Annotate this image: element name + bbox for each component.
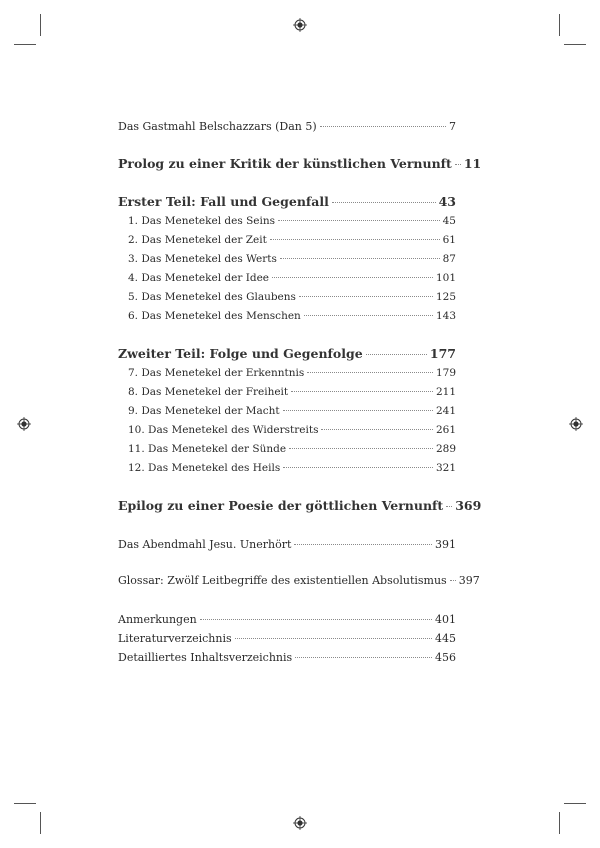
toc-entry-gastmahl	[118, 120, 456, 133]
toc-entry-title: 2. Das Menetekel der Zeit	[128, 234, 267, 246]
toc-entry-chapter-5	[118, 291, 456, 303]
toc-entry-title: Erster Teil: Fall und Gegenfall	[118, 194, 329, 209]
toc-entry-title: Das Gastmahl Belschazzars (Dan 5)	[118, 120, 317, 133]
toc-entry-page: 321	[435, 462, 456, 474]
toc-entry-page: 401	[435, 613, 456, 626]
toc-entry-page: 241	[435, 405, 456, 417]
toc-entry-page: 261	[435, 424, 456, 436]
crop-mark-bottom-left-v	[40, 812, 41, 834]
dot-leader	[307, 372, 433, 373]
toc-entry-page: 87	[442, 253, 456, 265]
toc-entry-chapter-2	[118, 234, 456, 246]
registration-mark-top-icon	[293, 18, 307, 32]
toc-entry-title: 12. Das Menetekel des Heils	[128, 462, 281, 474]
dot-leader	[320, 126, 446, 127]
dot-leader	[200, 619, 432, 620]
toc-entry-page: 179	[435, 367, 456, 379]
crop-mark-bottom-right-v	[559, 812, 560, 834]
toc-entry-title: Das Abendmahl Jesu. Unerhört	[118, 538, 292, 551]
toc-entry-page: 177	[429, 346, 456, 361]
toc-entry-title: Zweiter Teil: Folge und Gegenfolge	[118, 346, 363, 361]
toc-entry-epilog	[118, 498, 482, 513]
toc-entry-title: 5. Das Menetekel des Glaubens	[128, 291, 296, 303]
toc-entry-page: 445	[435, 632, 456, 645]
registration-mark-right-icon	[569, 417, 583, 431]
registration-mark-left-icon	[17, 417, 31, 431]
crop-mark-top-right-h	[564, 44, 586, 45]
toc-entry-title: 3. Das Menetekel des Werts	[128, 253, 277, 265]
dot-leader	[272, 277, 433, 278]
toc-entry-title: Detailliertes Inhaltsverzeichnis	[118, 651, 293, 664]
toc-entry-title: 7. Das Menetekel der Erkenntnis	[128, 367, 305, 379]
toc-entry-page: 11	[463, 156, 482, 171]
toc-entry-page: 43	[438, 194, 456, 209]
toc-entry-chapter-11	[118, 443, 456, 455]
toc-entry-anmerkungen	[118, 613, 456, 626]
crop-mark-top-left-h	[14, 44, 36, 45]
toc-entry-glossar	[118, 574, 480, 587]
toc-entry-chapter-1	[118, 215, 456, 227]
dot-leader	[283, 410, 433, 411]
dot-leader	[280, 258, 440, 259]
toc-entry-page: 456	[435, 651, 456, 664]
crop-mark-bottom-left-h	[14, 803, 36, 804]
toc-entry-title: Epilog zu einer Poesie der göttlichen Vernunft	[118, 498, 444, 513]
dot-leader	[289, 448, 433, 449]
toc-entry-page: 211	[435, 386, 456, 398]
toc-entry-title: 1. Das Menetekel des Seins	[128, 215, 275, 227]
crop-mark-top-left-v	[40, 14, 41, 36]
dot-leader	[278, 220, 440, 221]
toc-entry-chapter-3	[118, 253, 456, 265]
dot-leader	[299, 296, 433, 297]
toc-entry-title: 10. Das Menetekel des Widerstreits	[128, 424, 319, 436]
toc-entry-page: 391	[435, 538, 456, 551]
toc-entry-page: 397	[458, 574, 480, 587]
toc-entry-page: 61	[442, 234, 456, 246]
toc-entry-part2	[118, 346, 456, 361]
toc-entry-title: 11. Das Menetekel der Sünde	[128, 443, 287, 455]
dot-leader	[291, 391, 433, 392]
toc-entry-chapter-8	[118, 386, 456, 398]
toc-entry-chapter-7	[118, 367, 456, 379]
dot-leader	[450, 580, 456, 581]
toc-entry-title: 6. Das Menetekel des Menschen	[128, 310, 301, 322]
toc-entry-page: 45	[442, 215, 456, 227]
dot-leader	[332, 202, 436, 203]
dot-leader	[321, 429, 432, 430]
toc-entry-chapter-10	[118, 424, 456, 436]
dot-leader	[295, 657, 432, 658]
toc-entry-page: 289	[435, 443, 456, 455]
dot-leader	[294, 544, 432, 545]
toc-entry-chapter-9	[118, 405, 456, 417]
crop-mark-top-right-v	[559, 14, 560, 36]
toc-entry-page: 101	[435, 272, 456, 284]
toc-entry-prolog	[118, 156, 482, 171]
crop-mark-bottom-right-h	[564, 803, 586, 804]
dot-leader	[283, 467, 433, 468]
toc-entry-abendmahl	[118, 538, 456, 551]
toc-entry-title: 4. Das Menetekel der Idee	[128, 272, 269, 284]
toc-entry-page: 143	[435, 310, 456, 322]
toc-entry-page: 369	[455, 498, 482, 513]
dot-leader	[270, 239, 440, 240]
toc-entry-title: 8. Das Menetekel der Freiheit	[128, 386, 289, 398]
toc-entry-chapter-6	[118, 310, 456, 322]
toc-entry-title: Glossar: Zwölf Leitbegriffe des existentiellen Absolutismus	[118, 574, 447, 587]
toc-entry-page: 125	[435, 291, 456, 303]
toc-entry-chapter-4	[118, 272, 456, 284]
dot-leader	[455, 164, 461, 165]
registration-mark-bottom-icon	[293, 816, 307, 830]
toc-entry-part1	[118, 194, 456, 209]
toc-entry-title: Anmerkungen	[118, 613, 197, 626]
dot-leader	[366, 354, 427, 355]
toc-entry-title: 9. Das Menetekel der Macht	[128, 405, 280, 417]
toc-entry-detailliertes	[118, 651, 456, 664]
toc-entry-page: 7	[449, 120, 456, 133]
dot-leader	[304, 315, 433, 316]
dot-leader	[235, 638, 432, 639]
dot-leader	[446, 506, 452, 507]
toc-entry-title: Prolog zu einer Kritik der künstlichen Vernunft	[118, 156, 452, 171]
toc-entry-chapter-12	[118, 462, 456, 474]
toc-entry-title: Literaturverzeichnis	[118, 632, 232, 645]
toc-entry-literatur	[118, 632, 456, 645]
